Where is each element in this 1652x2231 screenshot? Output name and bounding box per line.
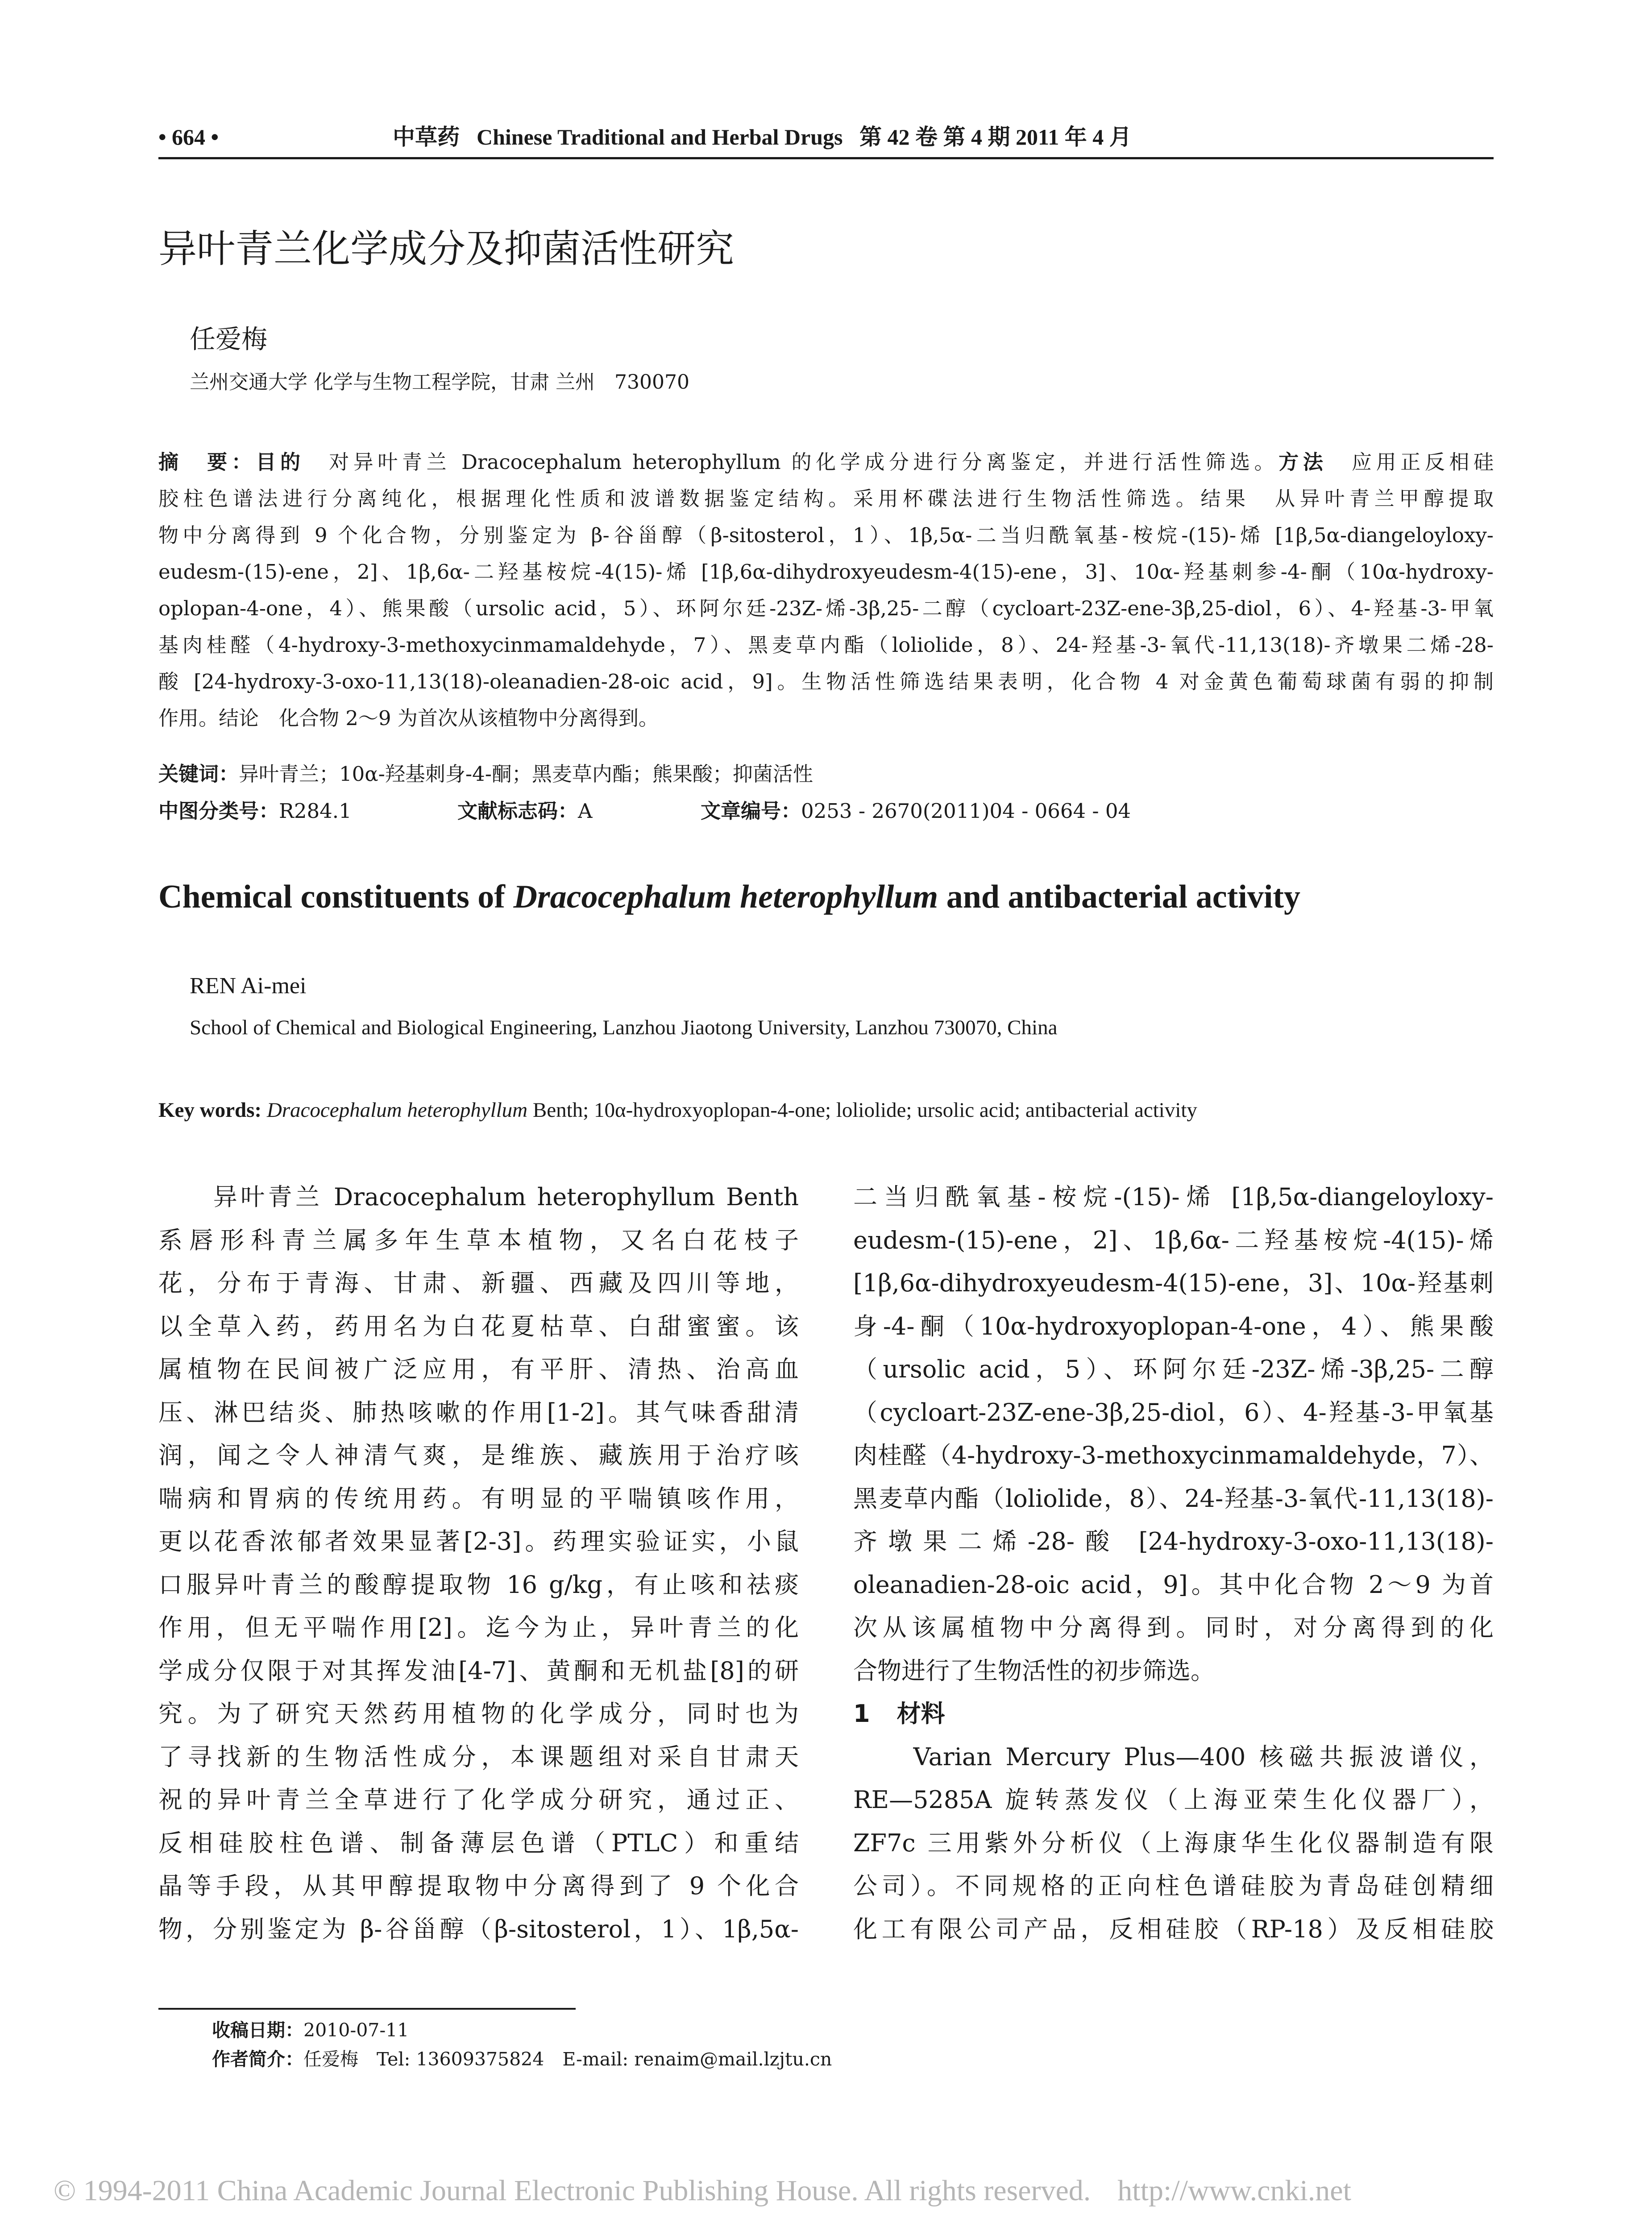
author-cn: 任爱梅: [190, 324, 268, 354]
body-line: 合物进行了生物活性的初步筛选。: [853, 1656, 1215, 1685]
abstract-line: oplopan-4-one，4）、熊果酸（ursolic acid，5）、环阿尔廷-23Z-烯-3β,25-二醇（cycloart-23Z-ene-3β,25-diol，6）、4-羟基-3-甲氧: [158, 597, 1494, 620]
running-head: [158, 117, 1494, 157]
body-line: [1β,6α-dihydroxyeudesm-4(15)-ene，3]、10α-羟基刺: [853, 1269, 1494, 1297]
paper-title-en: Chemical constituents of Dracocephalum heterophyllum and antibacterial activity: [158, 879, 1301, 915]
body-line: 反相硅胶柱色谱、制备薄层色谱（PTLC）和重结: [158, 1829, 799, 1857]
body-line: ZF7c 三用紫外分析仪（上海康华生化仪器制造有限: [853, 1829, 1494, 1857]
body-line: 口服异叶青兰的酸醇提取物 16 g/kg，有止咳和祛痰: [158, 1570, 799, 1599]
body-line: 齐墩果二烯-28-酸 [24-hydroxy-3-oxo-11,13(18)-: [853, 1527, 1494, 1555]
copyright-url[interactable]: http://www.cnki.net: [1117, 2174, 1351, 2207]
body-line: eudesm-(15)-ene，2]、1β,6α-二羟基桉烷-4(15)-烯: [853, 1226, 1494, 1254]
footnote-rule: [158, 2008, 576, 2010]
method-text: 应用正反相硅: [1327, 450, 1494, 474]
footnote-received: 收稿日期：2010-07-11: [212, 2020, 409, 2041]
body-line: 花，分布于青海、甘肃、新疆、西藏及四川等地，: [158, 1269, 799, 1297]
section-heading-materials: 1 材料: [853, 1700, 945, 1728]
clc-number: 中图分类号：R284.1: [158, 799, 352, 823]
abstract-line: 胶柱色谱法进行分离纯化，根据理化性质和波谱数据鉴定结构。采用杯碟法进行生物活性筛选。结果 从异叶青兰甲醇提取: [158, 487, 1494, 510]
body-line: 究。为了研究天然药用植物的化学成分，同时也为: [158, 1700, 799, 1728]
keywords-cn: [158, 759, 813, 790]
body-column-right: [853, 1176, 1494, 1951]
body-line: （cycloart-23Z-ene-3β,25-diol，6）、4-羟基-3-甲氧基: [853, 1398, 1494, 1427]
issue-info: 第 42 卷 第 4 期 2011 年 4 月: [859, 124, 1132, 149]
abstract-line: [158, 444, 1494, 481]
body-line: 以全草入药，药用名为白花夏枯草、白甜蜜蜜。该: [158, 1312, 799, 1340]
abstract-line: 基肉桂醛（4-hydroxy-3-methoxycinmamaldehyde，7）、黑麦草内酯（loliolide，8）、24-羟基-3-氧代-11,13(18)-齐墩果二烯-28-: [158, 633, 1494, 657]
body-line: 属植物在民间被广泛应用，有平肝、清热、治高血: [158, 1355, 799, 1383]
abstract-line: 物中分离得到 9 个化合物，分别鉴定为 β-谷甾醇（β-sitosterol，1）、1β,5α-二当归酰氧基-桉烷-(15)-烯 [1β,5α-diangeloyloxy-: [158, 523, 1494, 547]
method-label: 方法: [1278, 450, 1328, 474]
body-line: 次从该属植物中分离得到。同时，对分离得到的化: [853, 1613, 1494, 1642]
keywords-en-label: Key words:: [158, 1099, 262, 1122]
body-line: 系唇形科青兰属多年生草本植物，又名白花枝子: [158, 1226, 799, 1254]
body-line: 晶等手段，从其甲醇提取物中分离得到了 9 个化合: [158, 1872, 799, 1900]
journal-name-en: Chinese Traditional and Herbal Drugs: [477, 124, 843, 149]
body-line: RE—5285A 旋转蒸发仪（上海亚荣生化仪器厂），: [853, 1786, 1494, 1814]
body-line: 喘病和胃病的传统用药。有明显的平喘镇咳作用，: [158, 1484, 799, 1513]
affiliation-en: School of Chemical and Biological Engineering, Lanzhou Jiaotong University, Lanzhou 730070, China: [190, 1016, 1058, 1039]
classification-line: [158, 796, 1494, 827]
body-line: Varian Mercury Plus—400 核磁共振波谱仪，: [853, 1742, 1494, 1771]
author-en: REN Ai-mei: [190, 973, 307, 999]
journal-name-cn: 中草药: [393, 124, 460, 150]
body-line: （ursolic acid，5）、环阿尔廷-23Z-烯-3β,25-二醇: [853, 1355, 1494, 1383]
title-species-name: Dracocephalum heterophyllum: [513, 879, 938, 915]
page-number: • 664 •: [158, 124, 219, 149]
abstract-cn: [158, 444, 1494, 737]
body-line: 祝的异叶青兰全草进行了化学成分研究，通过正、: [158, 1786, 799, 1814]
body-line: 化工有限公司产品，反相硅胶（RP-18）及反相硅胶: [853, 1915, 1494, 1943]
body-column-left: [158, 1176, 799, 1951]
keywords-cn-text: 异叶青兰；10α-羟基刺身-4-酮；黑麦草内酯；熊果酸；抑菌活性: [239, 762, 813, 786]
keywords-cn-label: 关键词：: [158, 762, 239, 786]
body-line: oleanadien-28-oic acid，9]。其中化合物 2～9 为首: [853, 1570, 1494, 1599]
body-line: 物，分别鉴定为 β-谷甾醇（β-sitosterol，1）、1β,5α-: [158, 1915, 799, 1943]
body-line: 二当归酰氧基-桉烷-(15)-烯 [1β,5α-diangeloyloxy-: [853, 1183, 1494, 1211]
footnote-author: 作者简介：任爱梅 Tel: 13609375824 E-mail: renaim@mail.lzjtu.cn: [212, 2049, 832, 2070]
article-number: 文章编号：0253 - 2670(2011)04 - 0664 - 04: [701, 799, 1131, 823]
abstract-label: 摘 要：: [158, 450, 256, 474]
abstract-line: 作用。结论 化合物 2～9 为首次从该植物中分离得到。: [158, 706, 659, 730]
affiliation-cn: 兰州交通大学 化学与生物工程学院，甘肃 兰州 730070: [190, 371, 689, 394]
body-line: 润，闻之令人神清气爽，是维族、藏族用于治疗咳: [158, 1441, 799, 1469]
header-rule: [158, 157, 1494, 159]
keywords-en: Key words: Dracocephalum heterophyllum Benth; 10α-hydroxyoplopan-4-one; loliolide; ursolic acid; antibacterial activity: [158, 1099, 1197, 1122]
paper-title-cn: 异叶青兰化学成分及抑菌活性研究: [158, 227, 734, 271]
body-line: 黑麦草内酯（loliolide，8）、24-羟基-3-氧代-11,13(18)-: [853, 1484, 1494, 1513]
document-code: 文献标志码：A: [457, 799, 593, 823]
abstract-line: eudesm-(15)-ene，2]、1β,6α-二羟基桉烷-4(15)-烯 [1β,6α-dihydroxyeudesm-4(15)-ene，3]、10α-羟基刺参-4-酮（10α-hydroxy-: [158, 560, 1494, 584]
abstract-line: 酸 [24-hydroxy-3-oxo-11,13(18)-oleanadien-28-oic acid，9]。生物活性筛选结果表明，化合物 4 对金黄色葡萄球菌有弱的抑制: [158, 670, 1494, 693]
body-line: 异叶青兰 Dracocephalum heterophyllum Benth: [158, 1183, 799, 1211]
body-line: 肉桂醛（4-hydroxy-3-methoxycinmamaldehyde，7）、: [853, 1441, 1494, 1469]
body-line: 公司）。不同规格的正向柱色谱硅胶为青岛硅创精细: [853, 1872, 1494, 1900]
body-line: 了寻找新的生物活性成分，本课题组对采自甘肃天: [158, 1742, 799, 1771]
objective-label: 目的: [256, 450, 305, 474]
copyright-notice: © 1994-2011 China Academic Journal Electronic Publishing House. All rights reserved. http://www.cnki.net: [54, 2174, 1351, 2207]
body-line: 压、淋巴结炎、肺热咳嗽的作用[1-2]。其气味香甜清: [158, 1398, 799, 1427]
body-line: 身-4-酮（10α-hydroxyoplopan-4-one，4）、熊果酸: [853, 1312, 1494, 1340]
body-line: 更以花香浓郁者效果显著[2-3]。药理实验证实，小鼠: [158, 1527, 799, 1555]
objective-text: 对异叶青兰 Dracocephalum heterophyllum 的化学成分进行分离鉴定，并进行活性筛选。: [304, 450, 1279, 474]
body-line: 学成分仅限于对其挥发油[4-7]、黄酮和无机盐[8]的研: [158, 1656, 799, 1685]
body-line: 作用，但无平喘作用[2]。迄今为止，异叶青兰的化: [158, 1613, 799, 1642]
journal-line: [393, 117, 1132, 157]
